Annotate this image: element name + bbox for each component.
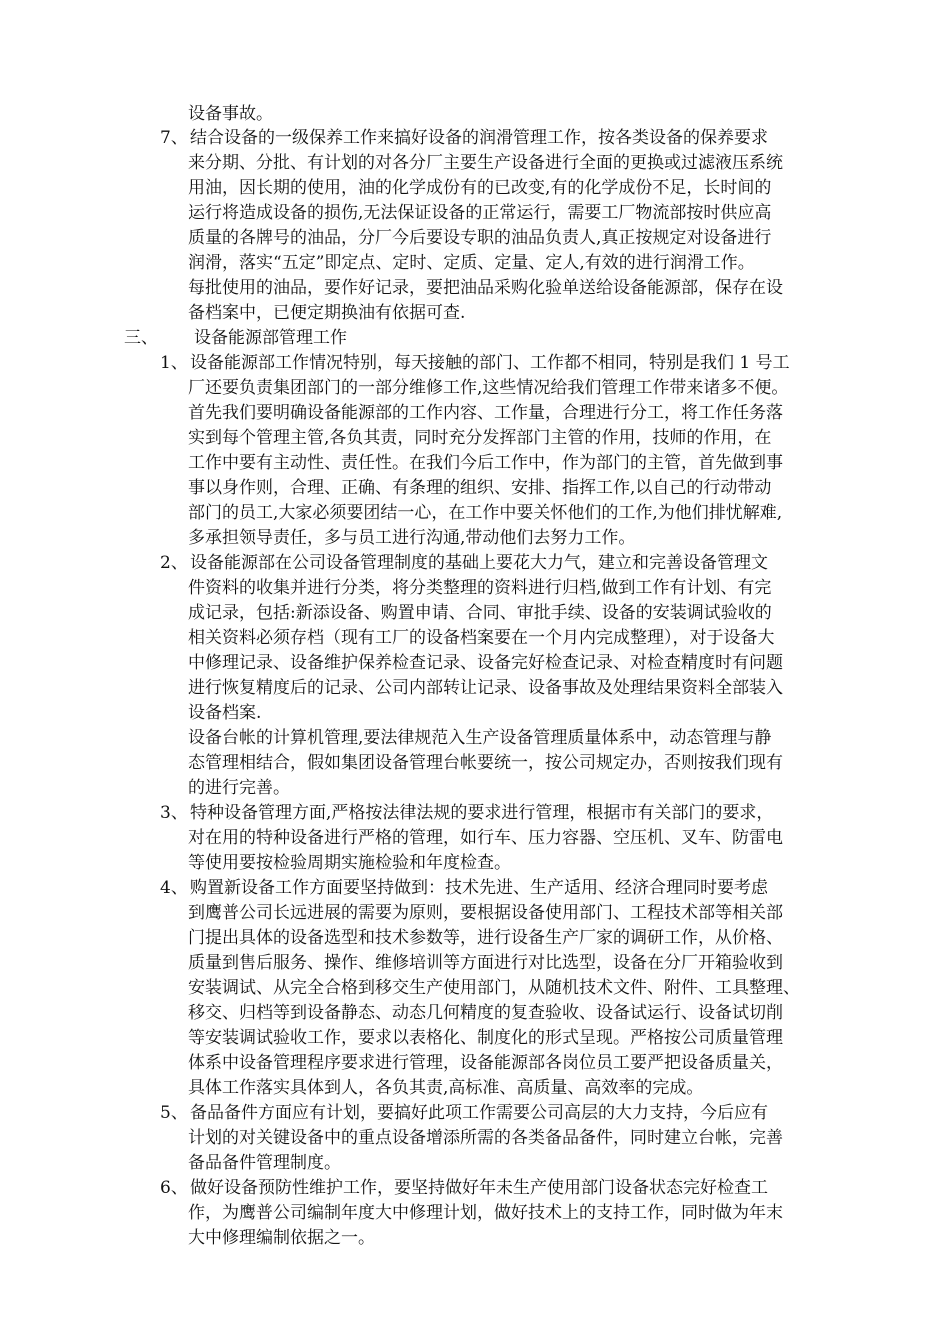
paragraph-line: 对在用的特种设备进行严格的管理，如行车、压力容器、空压机、叉车、防雷电 [188, 828, 783, 848]
item-number: 2、 [160, 553, 188, 573]
paragraph-line: 设备台帐的计算机管理,要法律规范入生产设备管理质量体系中，动态管理与静 [188, 728, 772, 748]
paragraph-line: 成记录，包括:新添设备、购置申请、合同、审批手续、设备的安装调试验收的 [188, 603, 772, 623]
paragraph-line: 等安装调试验收工作，要求以表格化、制度化的形式呈现。严格按公司质量管理 [188, 1028, 783, 1048]
paragraph-line: 每批使用的油品，要作好记录，要把油品采购化验单送给设备能源部，保存在设 [188, 278, 783, 298]
paragraph-line: 件资料的收集并进行分类，将分类整理的资料进行归档,做到工作有计划、有完 [188, 578, 772, 598]
paragraph-line: 事以身作则，合理、正确、有条理的组织、安排、指挥工作,以自己的行动带动 [188, 478, 772, 498]
paragraph-line: 备品备件管理制度。 [188, 1153, 341, 1173]
item-number: 5、 [160, 1103, 188, 1123]
item-number: 3、 [160, 803, 188, 823]
section-title: 设备能源部管理工作 [194, 328, 347, 348]
paragraph-line: 的进行完善。 [188, 778, 290, 798]
paragraph-line: 计划的对关键设备中的重点设备增添所需的各类备品备件，同时建立台帐，完善 [188, 1128, 783, 1148]
paragraph-line: 来分期、分批、有计划的对各分厂主要生产设备进行全面的更换或过滤液压系统 [188, 153, 783, 173]
paragraph-line: 门提出具体的设备选型和技术参数等，进行设备生产厂家的调研工作，从价格、 [188, 928, 783, 948]
item-number: 6、 [160, 1178, 188, 1198]
paragraph-line: 安装调试、从完全合格到移交生产使用部门，从随机技术文件、附件、工具整理、 [188, 978, 800, 998]
paragraph-line: 备档案中，已便定期换油有依据可查. [188, 303, 466, 323]
paragraph-line: 作，为鹰普公司编制年度大中修理计划，做好技术上的支持工作，同时做为年末 [188, 1203, 783, 1223]
paragraph-line: 态管理相结合，假如集团设备管理台帐要统一，按公司规定办，否则按我们现有 [188, 753, 783, 773]
section-marker: 三、 [124, 328, 158, 348]
paragraph-line: 购置新设备工作方面要坚持做到：技术先进、生产适用、经济合理同时要考虑 [190, 878, 768, 898]
paragraph-line: 备品备件方面应有计划，要搞好此项工作需要公司高层的大力支持，今后应有 [190, 1103, 768, 1123]
paragraph-line: 设备能源部在公司设备管理制度的基础上要花大力气，建立和完善设备管理文 [190, 553, 768, 573]
paragraph-line: 质量到售后服务、操作、维修培训等方面进行对比选型，设备在分厂开箱验收到 [188, 953, 783, 973]
paragraph-line: 润滑，落实“五定”即定点、定时、定质、定量、定人,有效的进行润滑工作。 [188, 253, 755, 273]
paragraph-line: 运行将造成设备的损伤,无法保证设备的正常运行，需要工厂物流部按时供应高 [188, 203, 772, 223]
paragraph-line: 结合设备的一级保养工作来搞好设备的润滑管理工作，按各类设备的保养要求 [190, 128, 768, 148]
paragraph-line: 大中修理编制依据之一。 [188, 1228, 375, 1248]
paragraph-line: 实到每个管理主管,各负其责，同时充分发挥部门主管的作用，技师的作用，在 [188, 428, 772, 448]
paragraph-line: 具体工作落实具体到人，各负其责,高标准、高质量、高效率的完成。 [188, 1078, 704, 1098]
paragraph-line: 部门的员工,大家必须要团结一心，在工作中要关怀他们的工作,为他们排忧解难, [188, 503, 783, 523]
paragraph-line: 体系中设备管理程序要求进行管理，设备能源部各岗位员工要严把设备质量关， [188, 1053, 783, 1073]
paragraph-line: 做好设备预防性维护工作，要坚持做好年未生产使用部门设备状态完好检查工 [190, 1178, 768, 1198]
paragraph-line: 质量的各牌号的油品，分厂今后要设专职的油品负责人,真正按规定对设备进行 [188, 228, 772, 248]
paragraph-line: 等使用要按检验周期实施检验和年度检查。 [188, 853, 511, 873]
paragraph-line: 进行恢复精度后的记录、公司内部转让记录、设备事故及处理结果资料全部装入 [188, 678, 783, 698]
paragraph-line: 首先我们要明确设备能源部的工作内容、工作量，合理进行分工，将工作任务落 [188, 403, 783, 423]
item-number: 1、 [160, 353, 188, 373]
paragraph-line: 用油，因长期的使用，油的化学成份有的已改变,有的化学成份不足，长时间的 [188, 178, 772, 198]
item-number: 7、 [160, 128, 188, 148]
paragraph-line: 厂还要负责集团部门的一部分维修工作,这些情况给我们管理工作带来诸多不便。 [188, 378, 789, 398]
paragraph-line: 中修理记录、设备维护保养检查记录、设备完好检查记录、对检查精度时有问题 [188, 653, 783, 673]
paragraph-line: 到鹰普公司长远进展的需要为原则，要根据设备使用部门、工程技术部等相关部 [188, 903, 783, 923]
paragraph-line: 移交、归档等到设备静态、动态几何精度的复查验收、设备试运行、设备试切削 [188, 1003, 783, 1023]
paragraph-line: 工作中要有主动性、责任性。在我们今后工作中，作为部门的主管，首先做到事 [188, 453, 783, 473]
paragraph-line: 设备事故。 [188, 104, 273, 124]
paragraph-line: 设备能源部工作情况特别，每天接触的部门、工作都不相同，特别是我们 1 号工 [190, 353, 790, 373]
paragraph-line: 多承担领导责任，多与员工进行沟通,带动他们去努力工作。 [188, 528, 636, 548]
paragraph-line: 特种设备管理方面,严格按法律法规的要求进行管理，根据市有关部门的要求， [190, 803, 774, 823]
paragraph-line: 相关资料必须存档（现有工厂的设备档案要在一个月内完成整理），对于设备大 [188, 628, 775, 648]
item-number: 4、 [160, 878, 188, 898]
paragraph-line: 设备档案. [188, 703, 262, 723]
